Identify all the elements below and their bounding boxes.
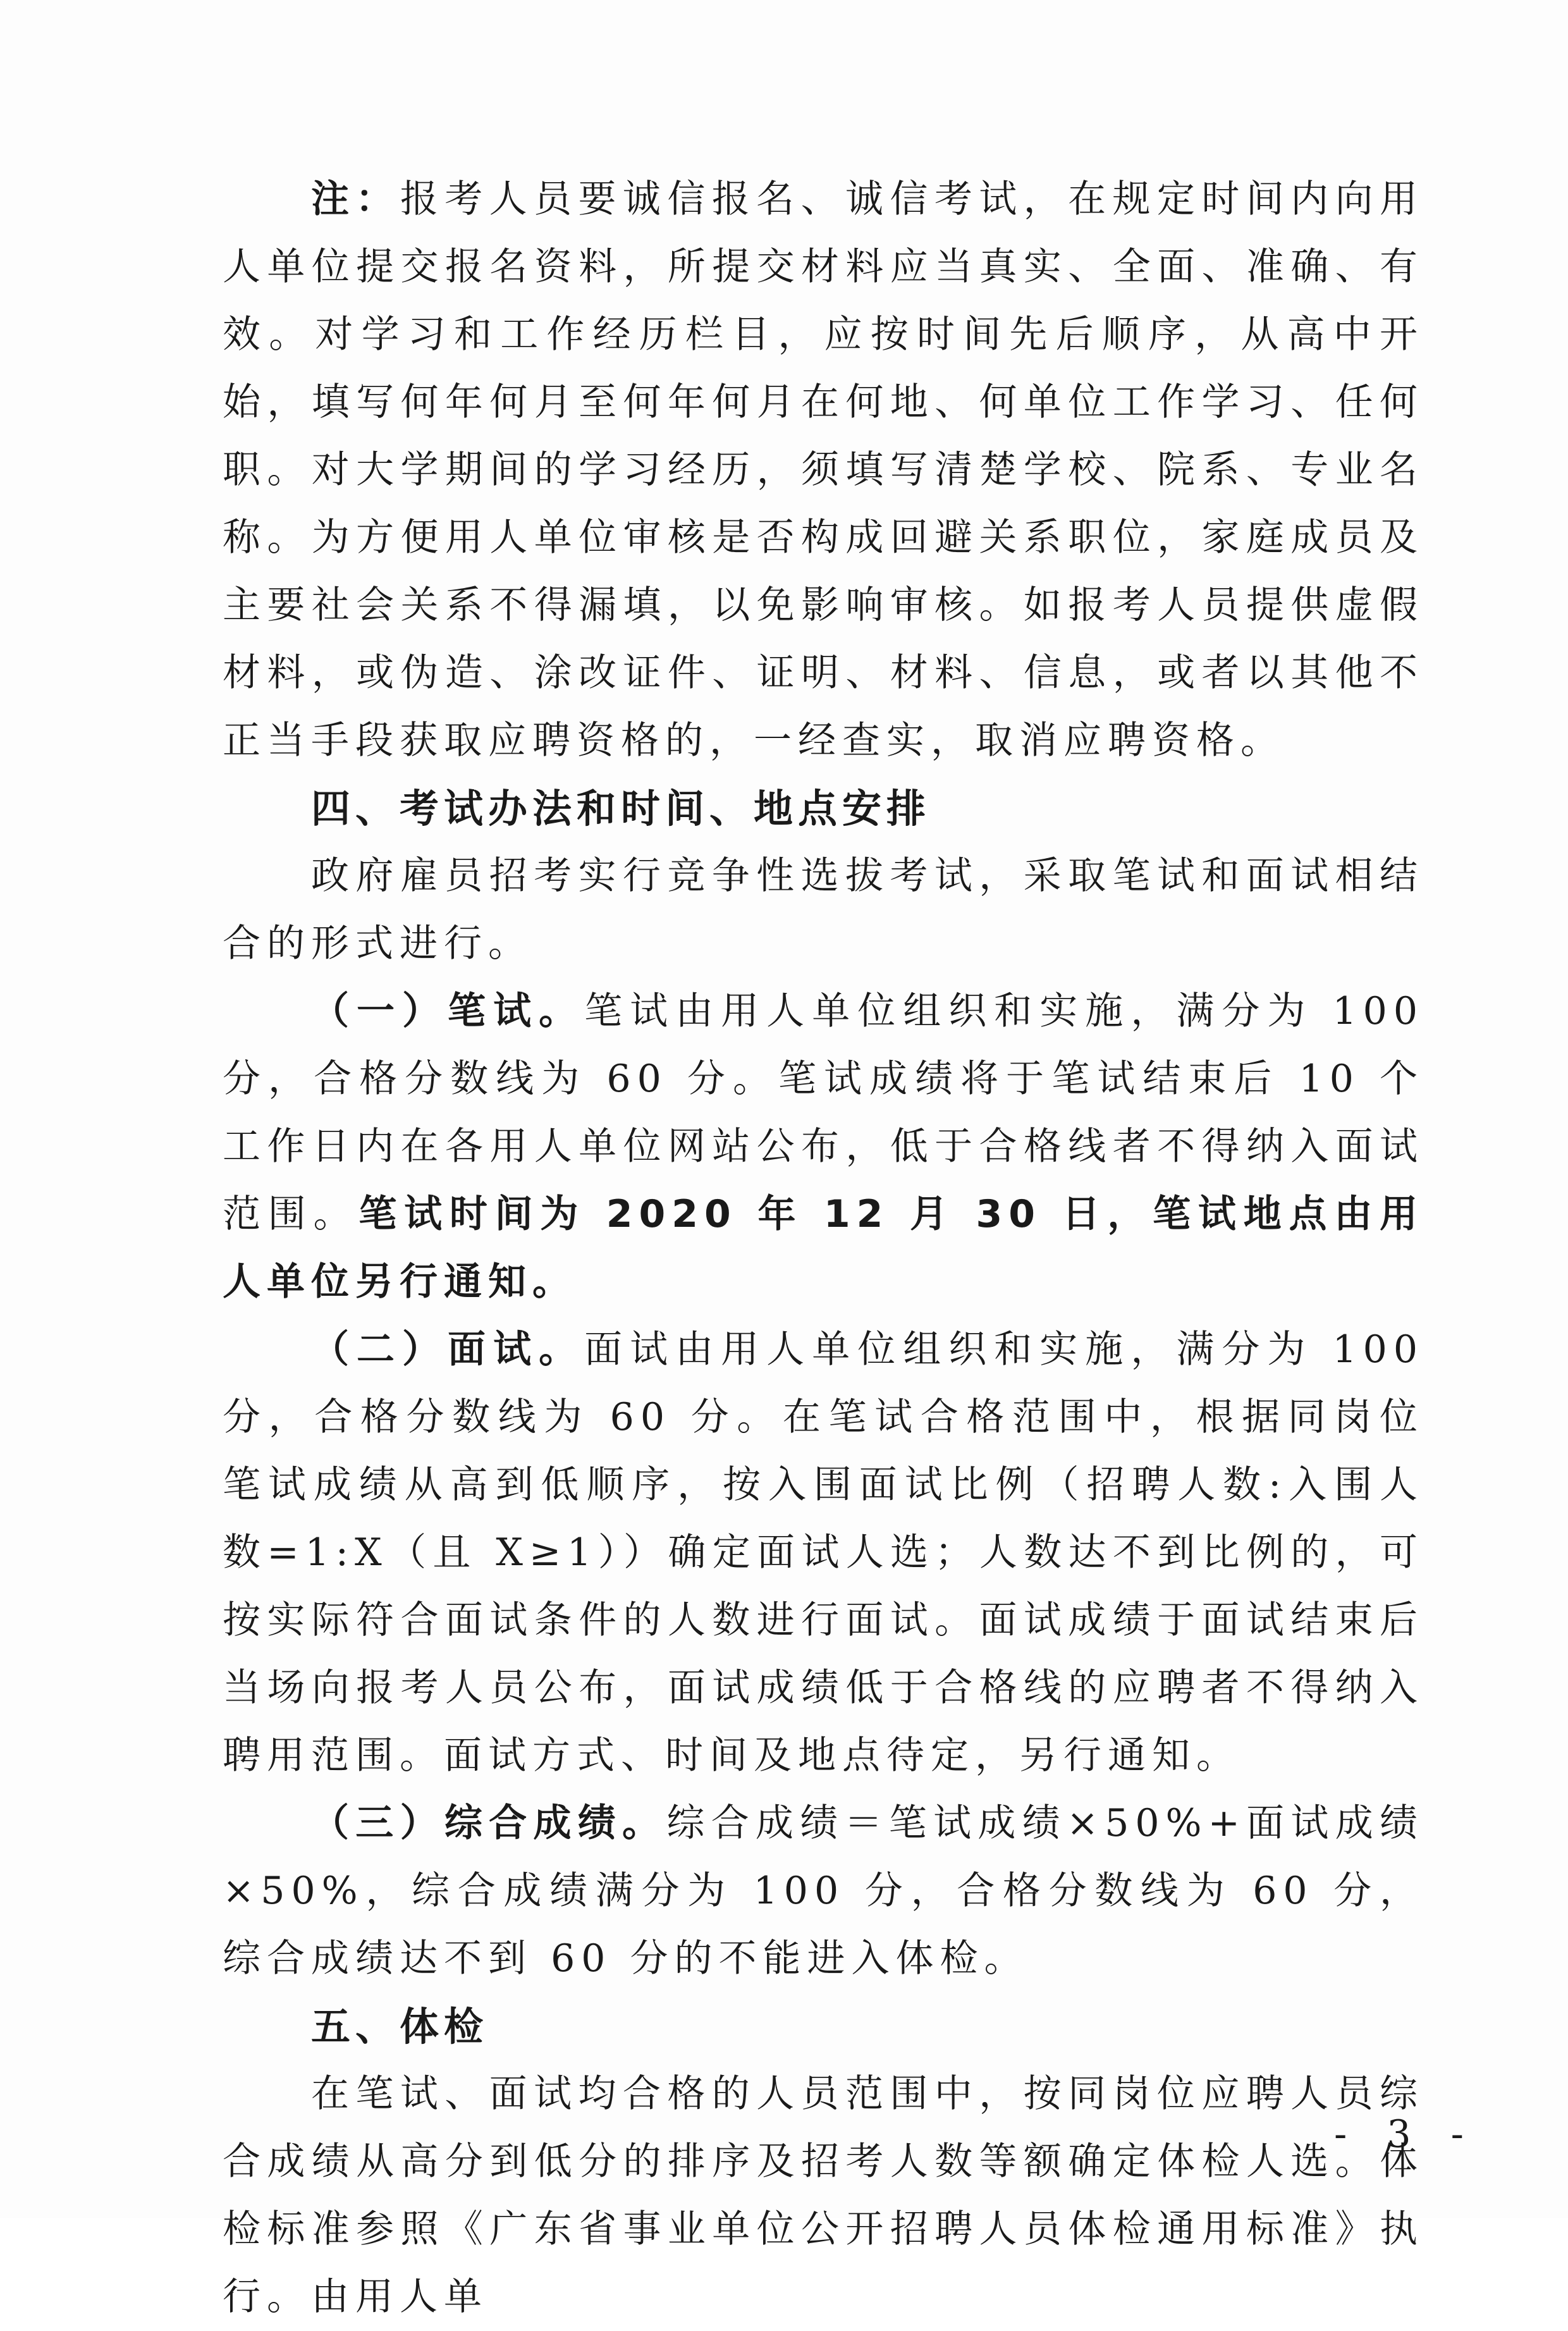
total-score-lead: （三）综合成绩。 bbox=[311, 1801, 667, 1845]
written-exam-text: 笔试由用人单位组织和实施，满分为 100 分，合格分数线为 60 分。笔试成绩将于笔试结束后 10 个工作日内在各用人单位网站公布，低于合格线者不得纳入面试范围。 bbox=[223, 989, 1424, 1236]
total-score-paragraph bbox=[223, 1790, 1424, 1993]
note-text: 报考人员要诚信报名、诚信考试，在规定时间内向用人单位提交报名资料，所提交材料应当真实、全面、准确、有效。对学习和工作经历栏目，应按时间先后顺序，从高中开始，填写何年何月至何年何月在何地、何单位工作学习、任何职。对大学期间的学习经历，须填写清楚学校、院系、专业名称。为方便用人单位审核是否构成回避关系职位，家庭成员及主要社会关系不得漏填，以免影响审核。如报考人员提供虚假材料，或伪造、涂改证件、证明、材料、信息，或者以其他不正当手段获取应聘资格的，一经查实，取消应聘资格。 bbox=[223, 177, 1424, 763]
written-exam-schedule: 笔试时间为 2020 年 12 月 30 日，笔试地点由用人单位另行通知。 bbox=[223, 1192, 1424, 1304]
section4-intro: 政府雇员招考实行竞争性选拔考试，采取笔试和面试相结合的形式进行。 bbox=[223, 854, 1424, 966]
section5-heading: 五、体检 bbox=[311, 2003, 489, 2050]
interview-text: 面试由用人单位组织和实施，满分为 100 分，合格分数线为 60 分。在笔试合格范围中，根据同岗位笔试成绩从高到低顺序，按入围面试比例（招聘人数:入围人数=1:X（且 X≥1））确定面试人选；人数达不到比例的，可按实际符合面试条件的人数进行面试。面试成绩于面试结束后当场向报考人员公布，面试成绩低于合格线的应聘者不得纳入聘用范围。面试方式、时间及地点待定，另行通知。 bbox=[223, 1327, 1424, 1778]
section4-heading: 四、考试办法和时间、地点安排 bbox=[311, 785, 931, 832]
written-exam-lead: （一）笔试。 bbox=[311, 989, 585, 1033]
section5-paragraph: 在笔试、面试均合格的人员范围中，按同岗位应聘人员综合成绩从高分到低分的排序及招考人数等额确定体检人选。体检标准参照《广东省事业单位公开招聘人员体检通用标准》执行。由用人单 bbox=[223, 2072, 1424, 2319]
note-paragraph bbox=[223, 166, 1424, 775]
page-number: - 3 - bbox=[1334, 2112, 1478, 2156]
interview-lead: （二）面试。 bbox=[311, 1327, 585, 1372]
total-score-text: 综合成绩＝笔试成绩×50%+面试成绩×50%，综合成绩满分为 100 分，合格分数线为 60 分，综合成绩达不到 60 分的不能进入体检。 bbox=[223, 1801, 1424, 1981]
written-exam-paragraph bbox=[223, 978, 1424, 1316]
note-lead: 注： bbox=[311, 177, 400, 221]
document-body bbox=[223, 166, 1424, 2331]
interview-paragraph bbox=[223, 1316, 1424, 1790]
